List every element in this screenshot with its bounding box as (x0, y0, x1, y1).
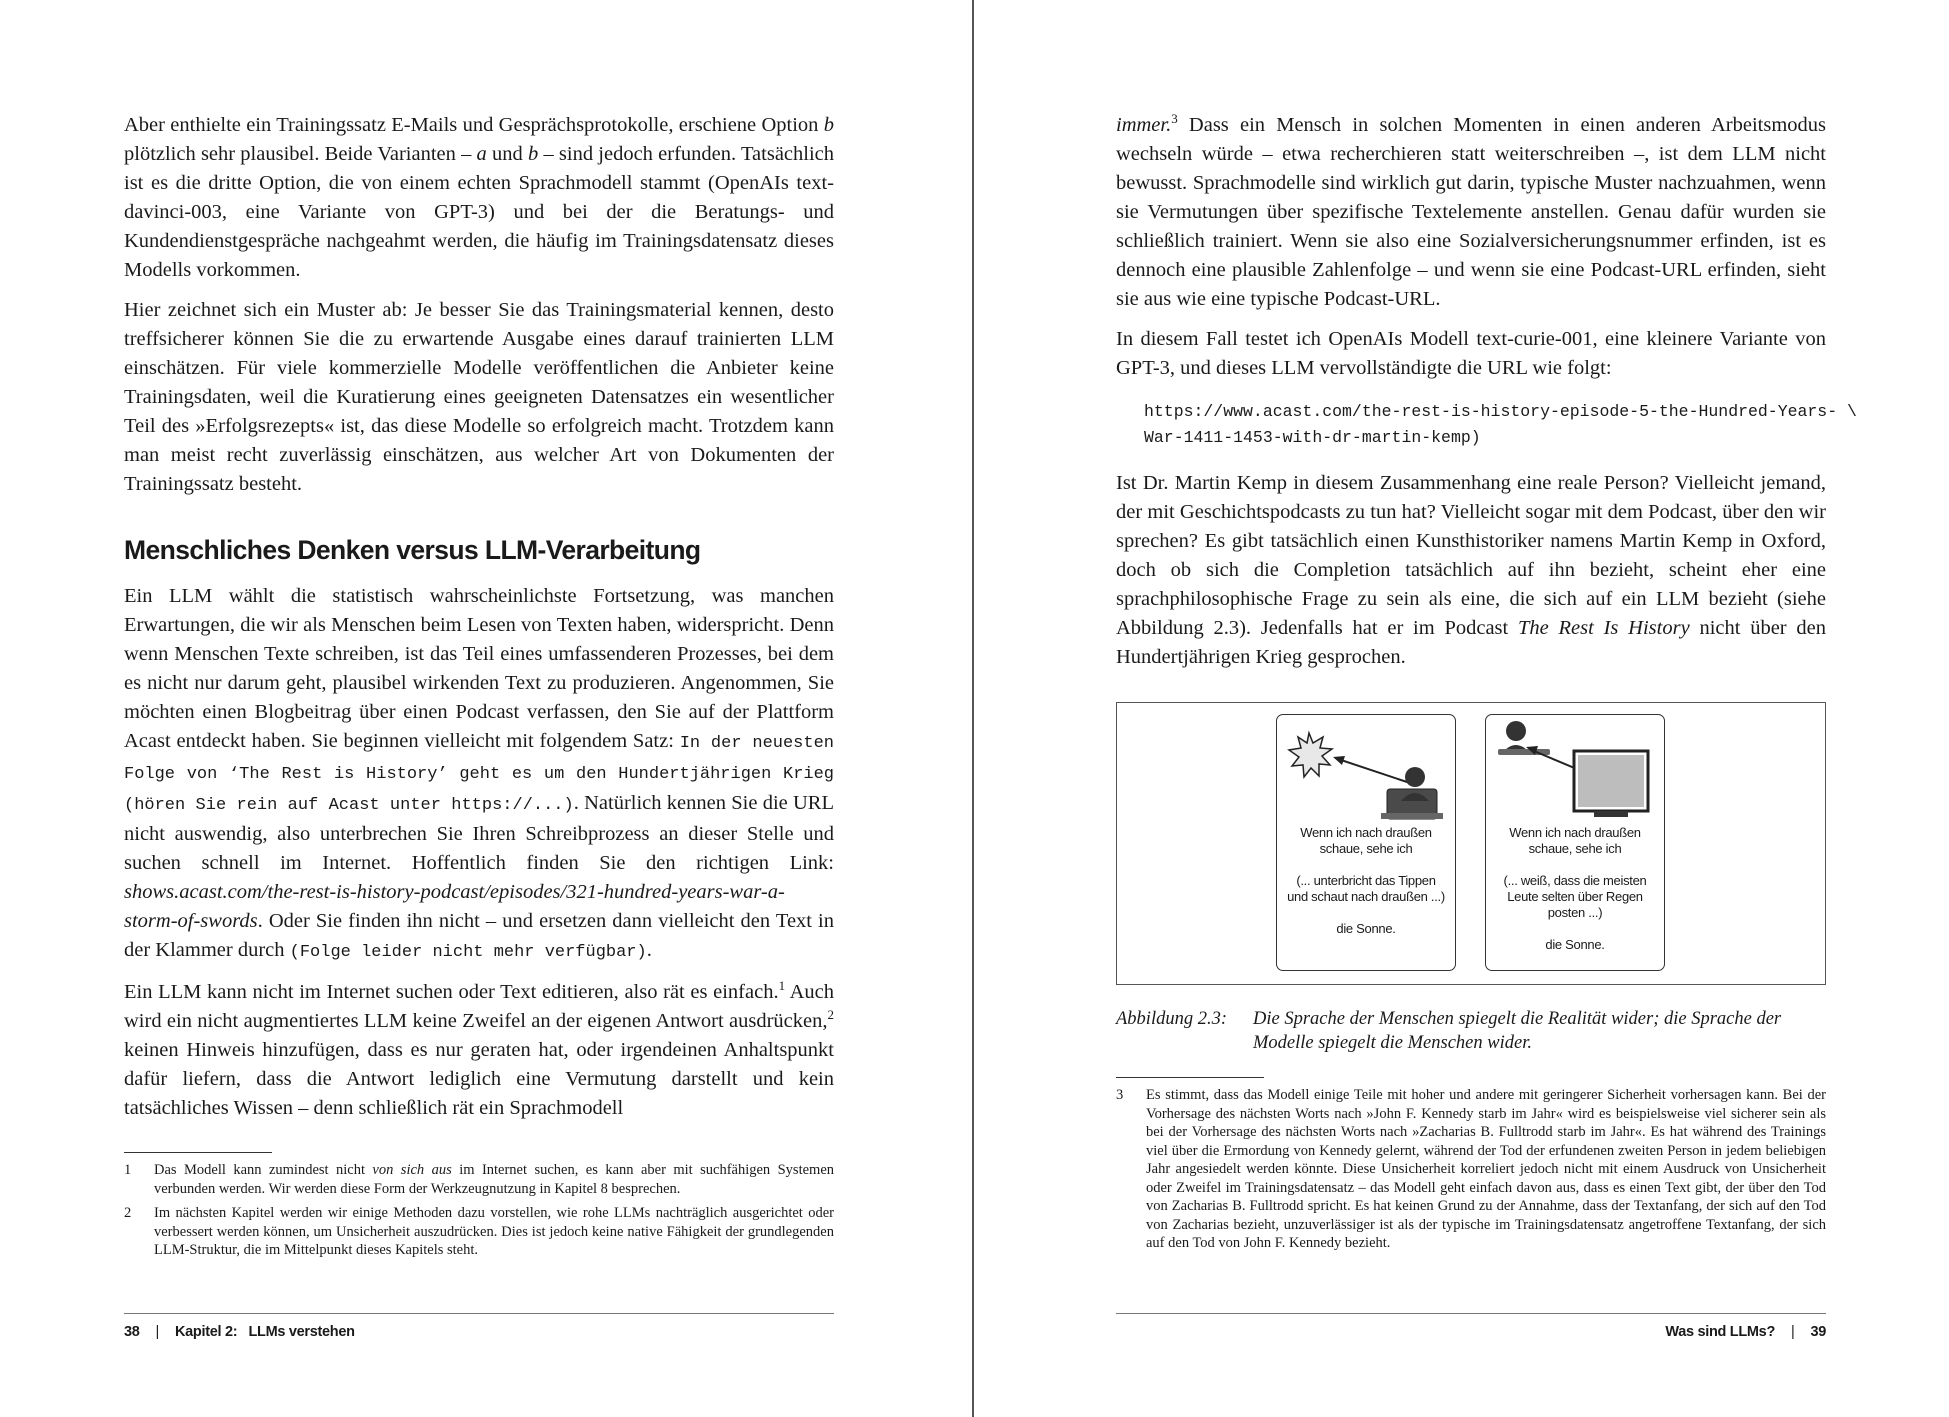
caption-label: Abbildung 2.3: (1116, 1009, 1227, 1029)
paragraph: Hier zeichnet sich ein Muster ab: Je besser Sie das Trainingsmaterial kennen, desto treffsicherer können Sie die zu erwartende Ausgabe eines darauf trainierten LLM einschätzen. Für viele kommerzielle Modelle veröffentlichen die Anbieter keine Trainingsdaten, weil die Kuratierung eines geeigneten Datensatzes ein wesentlicher Teil des »Erfolgsrezepts« ist, das diese Modelle so erfolgreich macht. Trotzdem kann man meist recht zuverlässig einschätzen, aus welcher Art von Dokumenten der Trainingssatz besteht. (124, 299, 834, 495)
caption-text: Die Sprache der Menschen spiegelt die Realität wider; die Sprache der Modelle spiegelt die Menschen wider. (1253, 1009, 1782, 1053)
paragraph: Ist Dr. Martin Kemp in diesem Zusammenhang eine reale Person? Vielleicht jemand, der mit Geschichtspodcasts zu tun hat? Vielleicht sogar mit dem Podcast, über den wir sprechen? Es gibt tatsächlich einen Kunsthistoriker namens Martin Kemp in Oxford, doch ob sich die Completion tatsächlich auf ihn bezieht, scheint eher eine sprachphilosophische Frage zu sein als eine, die sich auf ein LLM bezieht (siehe Abbildung 2.3). Jedenfalls hat er im Podcast The Rest Is History nicht über den Hundertjährigen Krieg gesprochen. (1116, 472, 1826, 668)
paragraph: In diesem Fall testet ich OpenAIs Modell text-curie-001, eine kleinere Variante von GPT-3, und dieses LLM vervollständigte die URL wie folgt: (1116, 328, 1826, 379)
person-screen-illustration (1486, 715, 1664, 825)
model-panel-text: Wenn ich nach draußen schaue, sehe ich (... weiß, dass die meisten Leute selten über Regen posten ...) die Sonne. (1503, 825, 1647, 952)
right-page (976, 0, 1949, 1417)
paragraph: immer.$^3$ Dass ein Mensch in solchen Momenten in einen anderen Arbeitsmodus wechseln würde – etwa recherchieren statt weiterschreiben –, ist dem LLM nicht bewusst. Sprachmodelle sind wirklich gut darin, typische Muster nachzuahmen, wenn sie Vermutungen über spezifische Textelemente anstellen. Genau dafür wurden sie schließlich trainiert. Wenn sie also eine Sozialversicherungsnummer erfinden, ist es dennoch eine plausible Zahlenfolge – und wenn sie eine Podcast-URL erfinden, sieht sie aus wie eine typische Podcast-URL. (1116, 111, 1826, 310)
paragraph: Ein LLM kann nicht im Internet suchen oder Text editieren, also rät es einfach.$^1$ Auch wird ein nicht augmentiertes LLM keine Zweifel an der eigenen Antwort ausdrücken,$^2$ keinen Hinweis hinzufügen, dass es nur geraten hat, oder irgendeinen Anhaltspunkt dafür liefern, dass die Antwort lediglich eine Vermutung darstellt und kein tatsächliches Wissen – denn schließlich rät ein Sprachmodell (124, 978, 835, 1119)
sun-icon (1289, 733, 1332, 777)
footnote: 1 Das Modell kann zumindest nicht von sich aus im Internet suchen, es kann aber mit suchfähigen Systemen verbunden werden. Wir werden diese Form der Werkzeugnutzung in Kapitel 8 besprechen. (124, 1162, 834, 1197)
inline-url: shows.acast.com/the-rest-is-history-podcast/episodes/321-hundred-years-war-a-storm-of-swords (124, 881, 785, 932)
figure-caption (1116, 1007, 1826, 1055)
footnote-ref[interactable]: 1 (778, 978, 786, 994)
right-text-column (1116, 111, 1857, 1259)
paragraph: Aber enthielte ein Trainingssatz E-Mails und Gesprächsprotokolle, erschiene Option b plötzlich sehr plausibel. Beide Varianten – a und b – sind jedoch erfunden. Tatsächlich ist es die dritte Option, die von einem echten Sprachmodell stammt (OpenAIs text-davinci-003, eine Variante von GPT-3) und bei der die Beratungs- und Kundendienstgespräche nachgeahmt werden, die häufig im Trainingsdatensatz dieses Modells vorkommen. (124, 114, 835, 281)
figure-2-3 (1116, 702, 1826, 985)
paragraph: Ein LLM wählt die statistisch wahrscheinlichste Fortsetzung, was manchen Erwartungen, die wir als Menschen beim Lesen von Texten haben, widerspricht. Denn wenn Menschen Texte schreiben, ist das Teil eines umfassenderen Prozesses, bei dem es nicht nur darum geht, plausibel wirkenden Text zu produzieren. Angenommen, Sie möchten einen Blogbeitrag über einen Podcast verfassen, den Sie auf der Plattform Acast entdeckt haben. Sie beginnen vielleicht mit folgendem Satz: In der neuesten Folge von ‘The Rest is History’ geht es um den Hundertjährigen Krieg (hören Sie rein auf Acast unter https://...). Natürlich kennen Sie die URL nicht auswendig, also unterbrechen Sie Ihren Schreibprozess an dieser Stelle und suchen schnell im Internet. Hoffentlich finden Sie den richtigen Link: shows.acast.com/the-rest-is-history-podcast/episodes/321-hundred-years-war-a-storm-of-swords. Oder Sie finden ihn nicht – und ersetzen dann vielleicht den Text in der Klammer durch (Folge leider nicht mehr verfügbar). (124, 585, 834, 962)
chapter-label: Kapitel 2: (175, 1324, 238, 1340)
footnote: 2 Im nächsten Kapitel werden wir einige Methoden dazu vorstellen, wie rohe LLMs nachträglich ausgerichtet oder verbessert werden können, um Unsicherheit auszudrücken. Dies ist jedoch keine native Fähigkeit der grundlegenden LLM-Struktur, die im Mittelpunkt dieses Kapitels steht. (124, 1205, 834, 1258)
left-text-column (124, 111, 834, 1266)
inline-code: (Folge leider nicht mehr verfügbar) (289, 943, 647, 962)
page-number: 39 (1810, 1324, 1826, 1340)
person-icon (1405, 767, 1425, 787)
footnote-rule (1116, 1077, 1264, 1078)
section-title: Was sind LLMs? (1665, 1324, 1775, 1340)
footnote: 3 Es stimmt, dass das Modell einige Teile mit hoher und andere mit geringerer Sicherheit vorhersagen kann. Bei der Vorhersage des nächsten Worts nach »John F. Kennedy starb im Jahr« wird es beispielsweise viel sicherer sein als bei der Vorhersage des nächsten Worts nach »Zacharias B. Fulltrodd starb im Jahr«. Es hat während des Trainings viel über die Ermordung von Kennedy gelernt, während der Tod der erfundenen zweiten Person in jedem beliebigen Jahr angesiedelt werden könnte. Diese Unsicherheit korreliert jedoch nicht mit einem Ausdruck von Unsicherheit oder Zweifel im Trainingsdatensatz – das Modell geht einfach davon aus, dass es einen Text gibt, der über den Tod von Zacharias B. Fulltrodd spricht. Es hat keinen Grund zu der Annahme, dass der Textanfang, der sich auf den Tod von Zacharias bezieht, unzuverlässiger ist als der typische im Trainingsdatensatz angetroffene Textanfang, der sich auf den Tod von John F. Kennedy bezieht. (1116, 1087, 1826, 1251)
page-footer: 38 | Kapitel 2: LLMs verstehen (124, 1313, 834, 1340)
footnote-ref[interactable]: 2 (827, 1007, 834, 1023)
footnote-ref[interactable]: 3 (1171, 111, 1178, 127)
human-panel-text: Wenn ich nach draußen schaue, sehe ich (... unterbricht das Tippen und schaut nach draußen ...) die Sonne. (1287, 825, 1445, 936)
page-footer: Was sind LLMs? | 39 (1116, 1313, 1826, 1340)
section-heading: Menschliches Denken versus LLM-Verarbeitung (124, 535, 701, 565)
inline-code: In der neuesten Folge von ‘The Rest is History’ geht es um den Hundertjährigen Krieg (hören Sie rein auf Acast unter https://...) (124, 734, 834, 815)
chapter-title: LLMs verstehen (248, 1324, 355, 1340)
model-panel (1485, 714, 1665, 971)
person-icon (1506, 721, 1526, 741)
page-number: 38 (124, 1324, 140, 1340)
code-block: https://www.acast.com/the-rest-is-history-episode-5-the-Hundred-Years- \ War-1411-1453-with-dr-martin-kemp) (1144, 402, 1857, 447)
left-page (0, 0, 974, 1417)
sun-person-illustration (1277, 715, 1455, 825)
footnote-rule (124, 1152, 272, 1153)
human-panel (1276, 714, 1456, 971)
